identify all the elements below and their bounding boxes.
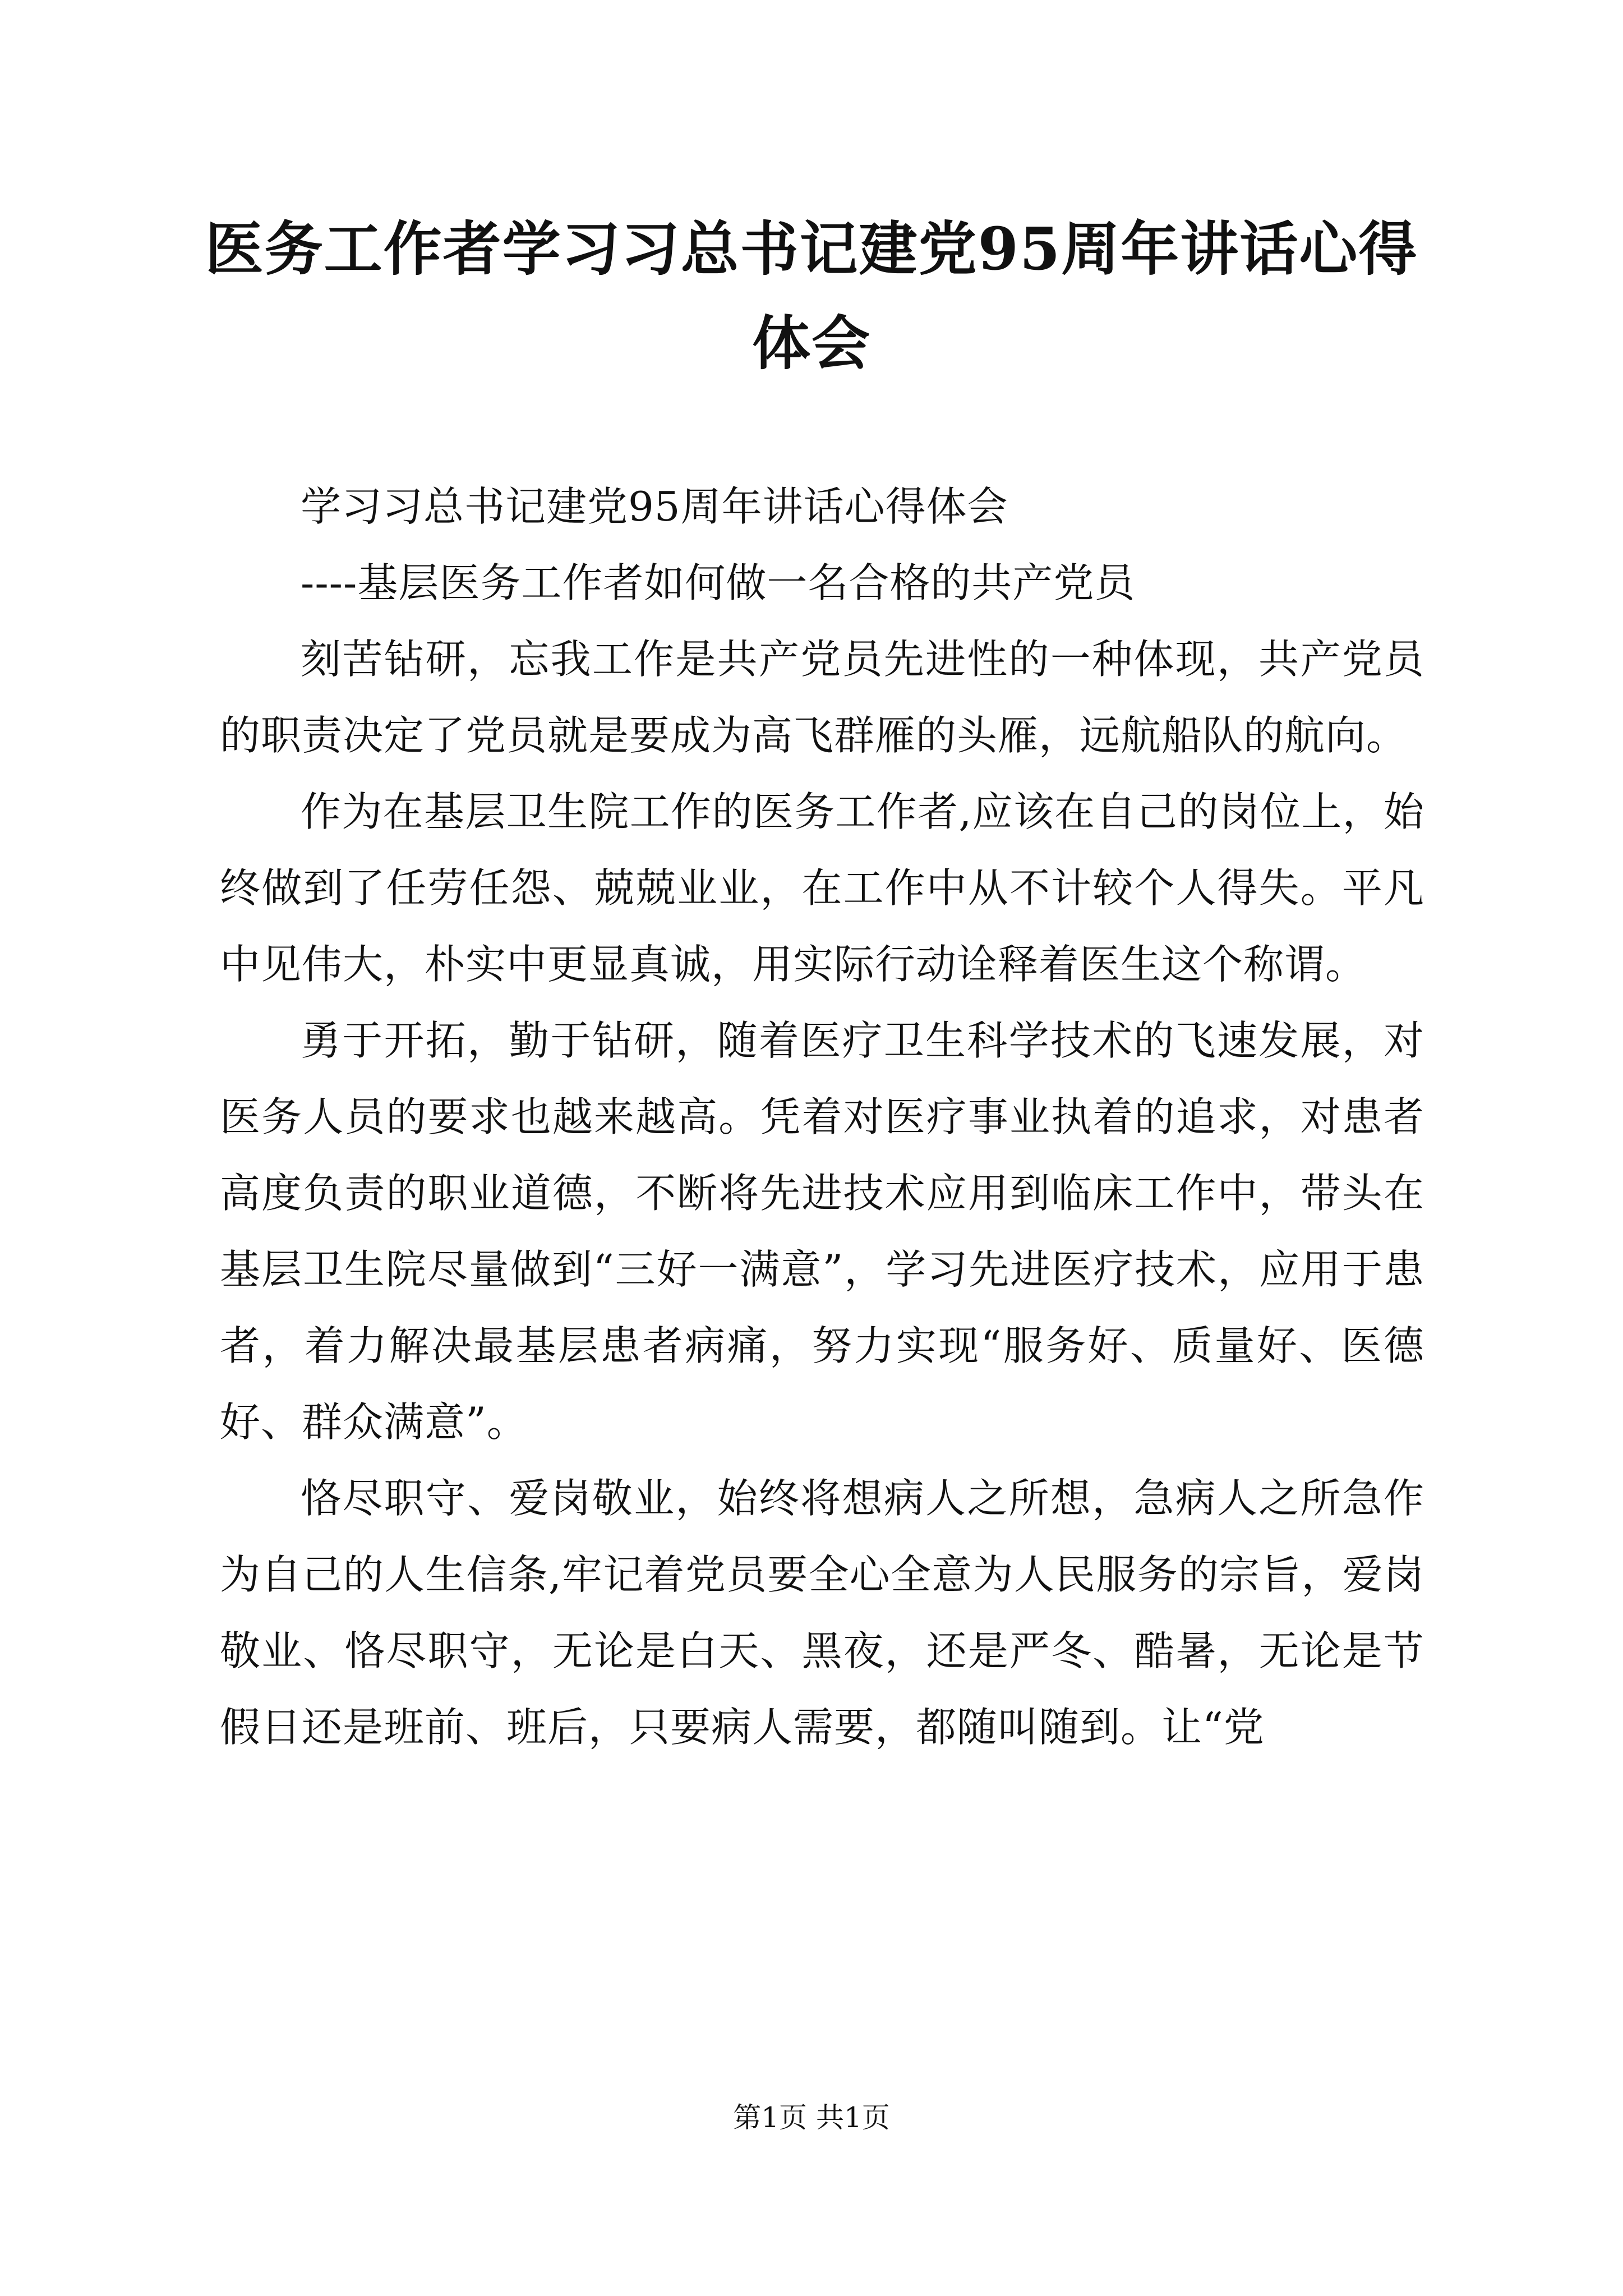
document-title: 医务工作者学习习总书记建党95周年讲话心得体会 <box>205 214 1418 378</box>
body-paragraph: 恪尽职守、爱岗敬业，始终将想病人之所想，急病人之所急作为自己的人生信条,牢记着党员要全心全意为人民服务的宗旨，爱岗敬业、恪尽职守，无论是白天、黑夜，还是严冬、酷暑，无论是节假日还是班前、班后，只要病人需要，都随叫随到。让“党 <box>220 1475 1424 1751</box>
document-body <box>220 468 1424 1765</box>
subheading-paragraph: ----基层医务工作者如何做一名合格的共产党员 <box>301 559 1136 606</box>
subtitle-paragraph: 学习习总书记建党95周年讲话心得体会 <box>301 483 1008 530</box>
page-number-footer: 第1页 共1页 <box>733 2101 890 2134</box>
body-paragraph: 勇于开拓，勤于钻研，随着医疗卫生科学技术的飞速发展，对医务人员的要求也越来越高。凭着对医疗事业执着的追求，对患者高度负责的职业道德，不断将先进技术应用到临床工作中，带头在基层卫生院尽量做到“三好一满意”，学习先进医疗技术，应用于患者，着力解决最基层患者病痛，努力实现“服务好、质量好、医德好、群众满意”。 <box>220 1017 1424 1446</box>
body-paragraph: 刻苦钻研，忘我工作是共产党员先进性的一种体现，共产党员的职责决定了党员就是要成为高飞群雁的头雁，远航船队的航向。 <box>220 636 1424 759</box>
body-paragraph: 作为在基层卫生院工作的医务工作者,应该在自己的岗位上，始终做到了任劳任怨、兢兢业业，在工作中从不计较个人得失。平凡中见伟大，朴实中更显真诚，用实际行动诠释着医生这个称谓。 <box>220 788 1424 988</box>
